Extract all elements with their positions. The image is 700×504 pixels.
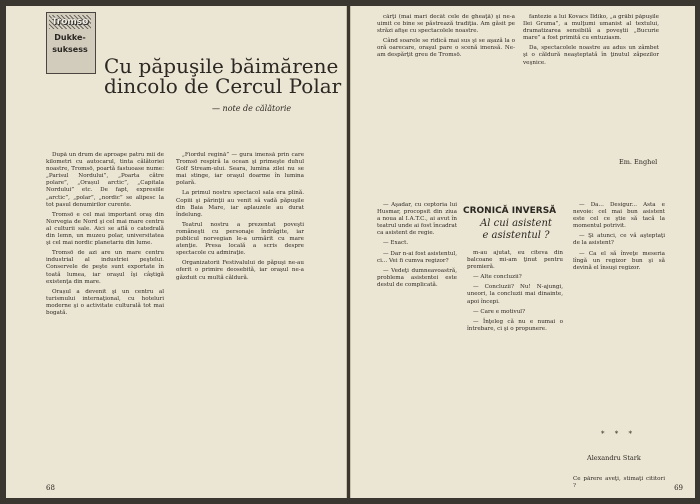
- paragraph: cărţi (mai mari decât cele de gheaţă) şi ne-a uimit ce bine se păstrează tradiţia. Am găsit pe străzi afişe cu spectacolele noastre.: [377, 14, 515, 35]
- logo-line2: Dukke-: [54, 33, 86, 42]
- paragraph: — Aşadar, cu ceptoria lui Husmar, procopsit din ziua a noua al I.A.T.C., ai avut în teatrul unde ai fost încadrat ca asistent de regie.: [377, 202, 457, 237]
- paragraph: Da, spectacolele noastre au adus un zâmbet şi o căldură neaşteptată în ţinutul zăpezilor veşnice.: [523, 45, 659, 66]
- signature-enghel: Em. Enghel: [619, 158, 658, 166]
- signature-stark: Alexandru Stark: [587, 454, 641, 462]
- paragraph: Teatrul nostru a prezentat poveşti româneşti cu personaje îndrăgite, iar publicul norvegian le-a urmărit cu mare atenţie. Presa locală a scris despre spectacole cu admiraţie.: [176, 221, 304, 257]
- left-page: [6, 6, 347, 498]
- left-column-1: [46, 152, 164, 470]
- section-divider-stars: * * *: [601, 430, 636, 438]
- tromso-logo: [46, 12, 96, 74]
- paragraph: La primul nostru spectacol sala era plină. Copiii şi părinţii au venit să vadă păpuşile din Baia Mare, iar aplauzele au durat îndelung.: [176, 190, 304, 218]
- paragraph: — Ca el să înveţe meseria lîngă un regizor bun şi să devină el însuşi regizor.: [573, 250, 665, 271]
- right-bottom-column-2: [467, 250, 563, 478]
- paragraph: — Dar n-ai fost asistentul, ci... Vei fi cumva regizor?: [377, 250, 457, 264]
- right-page: [350, 6, 695, 498]
- paragraph: — Şi atunci, ce vă aşteptaţi de la asistent?: [573, 233, 665, 247]
- paragraph: m-au ajutat, eu cîteva din balcoane mi-am ţinut pentru premieră.: [467, 250, 563, 271]
- paragraph: — Da... Desigur... Asta e nevoie: cel mai bun asistent este cel ce ştie să tacă la momentul potrivit.: [573, 202, 665, 230]
- page-number-right: 69: [674, 484, 683, 492]
- article-heading: [471, 218, 561, 242]
- paragraph: — Înţeleg că nu e numai o întrebare, ci şi o propunere.: [467, 318, 563, 332]
- heading-line-1: Al cui asistent: [480, 218, 552, 229]
- paragraph: — Concluzii? Nu! N-ajungi, uneori, la concluzii mai dinainte, apoi începi.: [467, 284, 563, 305]
- right-bottom-column-1: [377, 202, 457, 478]
- right-top-column-1: [377, 14, 515, 186]
- paragraph: — Vedeţi dumneavoastră, problema asistentei este destul de complicată.: [377, 267, 457, 288]
- paragraph: După un drum de aproape patru mii de kilometri cu autocarul, tinta călătoriei noastre, Tromsö, poartă fastuoase nume: „Parisul Nordului”, „Poarta către polare”, „Orașul arctic”, „Capitala Nordului” etc. De fapt, expresiile „arctic”, „polar”, „nordic” se alipesc la tot pasul denumirilor curente.: [46, 152, 164, 208]
- paragraph: Orașul a devenit şi un centru al turismului internaţional, cu hoteluri moderne şi o activitate culturală tot mai bogată.: [46, 288, 164, 316]
- paragraph: „Fiordul regină” — gura imensă prin care Tromsö respiră la ocean şi primeşte duhul Golf Stream-ului. Seara, lumina zilei nu se mai stinge, iar oraşul doarme în lumina polară.: [176, 152, 304, 187]
- paragraph: Organizatorii Festivalului de păpuşi ne-au oferit o primire deosebită, iar oraşul ne-a găzduit cu multă căldură.: [176, 260, 304, 281]
- logo-line3: suksess: [52, 45, 88, 54]
- paragraph: Tromsö de azi are un mare centru industrial al industriei peştelui. Conservele de peşte sunt exportate în toată lumea, iar oraşul îşi câştigă existenţa din mare.: [46, 250, 164, 285]
- logo-title: Tromsø: [49, 15, 91, 29]
- left-column-2: [176, 152, 304, 470]
- section-heading: CRONICĂ INVERSĂ: [463, 206, 557, 216]
- article-title: [104, 54, 342, 98]
- title-line-1: Cu păpuşile băimărene: [104, 54, 339, 78]
- closing-question: Ce părere aveţi, stimaţi cititori ?: [573, 476, 665, 490]
- right-top-column-2: [523, 14, 659, 152]
- page-number-left: 68: [46, 484, 55, 492]
- paragraph: fantezie a lui Kovacs Ildiko, „a grăbi păpuşile Ilei Gruma”, a mulţumi umanist al textului, dramatizarea sensibilă a poveştii „Bucurie mare” a fost primită cu entuziasm.: [523, 14, 659, 42]
- article-subtitle: — note de călătorie: [212, 104, 292, 113]
- paragraph: — Alte concluzii?: [473, 274, 522, 281]
- heading-line-2: e asistentul ?: [482, 230, 550, 241]
- paragraph: Tromsö e cel mai important oraş din Norvegia de Nord şi cel mai mare centru al culturii sale. Aici se află o catedrală din lemn, un muzeu polar, universitatea şi cel mai nordic planetariu din lume.: [46, 211, 164, 247]
- paragraph: Când soarele se ridică mai sus şi se aşază la o oră oarecare, oraşul pare o scenă imensă. Ne-am despărţit greu de Tromsö.: [377, 38, 515, 59]
- paragraph: — Exact.: [383, 240, 409, 247]
- title-line-2: dincolo de Cercul Polar: [104, 74, 342, 98]
- paragraph: — Care e motivul?: [473, 308, 526, 315]
- right-bottom-column-3: [573, 202, 665, 412]
